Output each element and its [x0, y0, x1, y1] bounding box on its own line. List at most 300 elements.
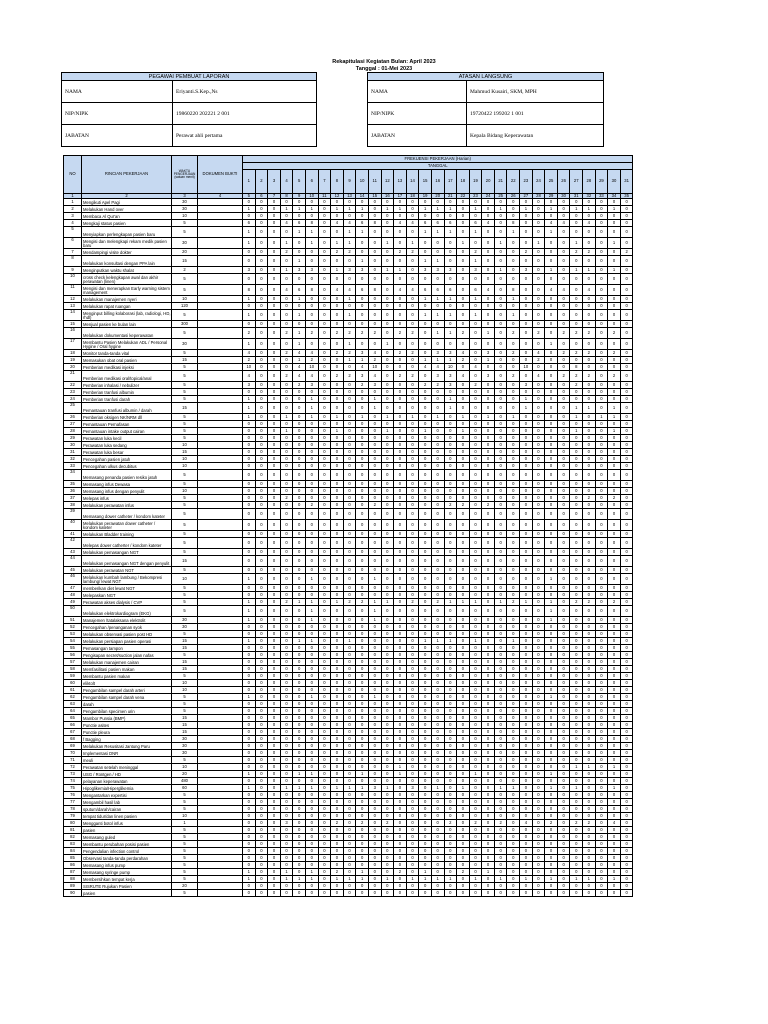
- row-frekuensi-cell: 0: [356, 757, 369, 764]
- row-frekuensi-cell: 0: [419, 567, 432, 574]
- row-no: 60: [64, 680, 82, 687]
- row-frekuensi-cell: 0: [469, 199, 482, 206]
- row-frekuensi-cell: 0: [545, 883, 558, 890]
- row-frekuensi-cell: 0: [343, 659, 356, 666]
- row-frekuensi-cell: 2: [280, 350, 293, 357]
- row-frekuensi-cell: 0: [583, 806, 596, 813]
- row-frekuensi-cell: 0: [507, 750, 520, 757]
- row-frekuensi-cell: 0: [343, 883, 356, 890]
- table-row: [64, 820, 633, 827]
- table-row: [64, 652, 633, 659]
- row-frekuensi-cell: 0: [608, 220, 621, 227]
- row-frekuensi-cell: 0: [431, 631, 444, 638]
- row-frekuensi-cell: 0: [431, 574, 444, 585]
- row-waktu: 5: [172, 285, 198, 296]
- row-frekuensi-cell: 0: [243, 470, 256, 481]
- table-row: [64, 617, 633, 624]
- row-frekuensi-cell: 0: [268, 666, 281, 673]
- row-frekuensi-cell: 0: [293, 520, 306, 531]
- row-frekuensi-cell: 1: [356, 869, 369, 876]
- row-frekuensi-cell: 0: [343, 666, 356, 673]
- row-frekuensi-cell: 0: [507, 357, 520, 364]
- row-frekuensi-cell: 0: [381, 435, 394, 442]
- row-frekuensi-cell: 0: [557, 638, 570, 645]
- row-frekuensi-cell: 0: [595, 249, 608, 256]
- row-frekuensi-cell: 0: [570, 855, 583, 862]
- row-frekuensi-cell: 0: [469, 389, 482, 396]
- row-frekuensi-cell: 1: [305, 396, 318, 403]
- row-frekuensi-cell: 0: [243, 321, 256, 328]
- row-frekuensi-cell: 0: [620, 813, 633, 820]
- row-frekuensi-cell: 0: [268, 813, 281, 820]
- row-frekuensi-cell: 0: [482, 638, 495, 645]
- row-frekuensi-cell: 0: [482, 715, 495, 722]
- row-dokumen: [198, 339, 243, 350]
- row-frekuensi-cell: 0: [494, 606, 507, 617]
- row-frekuensi-cell: 0: [608, 574, 621, 585]
- row-frekuensi-cell: 0: [305, 256, 318, 267]
- row-frekuensi-cell: 0: [343, 389, 356, 396]
- row-frekuensi-cell: 0: [507, 708, 520, 715]
- row-frekuensi-cell: 0: [280, 680, 293, 687]
- row-frekuensi-cell: 2: [583, 371, 596, 382]
- row-frekuensi-cell: 0: [431, 729, 444, 736]
- row-frekuensi-cell: 0: [356, 799, 369, 806]
- row-no: 38: [64, 502, 82, 509]
- row-frekuensi-cell: 0: [620, 841, 633, 848]
- table-row: [64, 855, 633, 862]
- row-frekuensi-cell: 0: [482, 813, 495, 820]
- row-waktu: 5: [172, 799, 198, 806]
- row-frekuensi-cell: 0: [557, 442, 570, 449]
- row-frekuensi-cell: 4: [331, 285, 344, 296]
- row-frekuensi-cell: 1: [608, 238, 621, 249]
- row-frekuensi-cell: 0: [381, 350, 394, 357]
- row-frekuensi-cell: 0: [381, 659, 394, 666]
- row-frekuensi-cell: 0: [305, 585, 318, 592]
- row-frekuensi-cell: 0: [280, 757, 293, 764]
- row-frekuensi-cell: 0: [507, 771, 520, 778]
- row-frekuensi-cell: 0: [343, 321, 356, 328]
- row-frekuensi-cell: 2: [419, 382, 432, 389]
- row-frekuensi-cell: 0: [280, 585, 293, 592]
- row-frekuensi-cell: 0: [305, 729, 318, 736]
- row-waktu: 30: [172, 206, 198, 213]
- row-frekuensi-cell: 1: [457, 238, 470, 249]
- row-frekuensi-cell: 0: [444, 813, 457, 820]
- row-rincian: Melakukan persiapan pasien operasi: [82, 638, 172, 645]
- row-frekuensi-cell: 1: [243, 296, 256, 303]
- row-frekuensi-cell: 0: [570, 463, 583, 470]
- row-frekuensi-cell: 2: [406, 249, 419, 256]
- row-frekuensi-cell: 0: [507, 435, 520, 442]
- row-frekuensi-cell: 1: [368, 403, 381, 414]
- row-frekuensi-cell: 0: [595, 456, 608, 463]
- row-frekuensi-cell: 0: [469, 701, 482, 708]
- row-frekuensi-cell: 1: [293, 876, 306, 883]
- row-frekuensi-cell: 1: [431, 638, 444, 645]
- row-frekuensi-cell: 0: [394, 862, 407, 869]
- row-frekuensi-cell: 1: [331, 414, 344, 421]
- row-waktu: 5: [172, 848, 198, 855]
- table-row: [64, 556, 633, 567]
- row-frekuensi-cell: 0: [343, 488, 356, 495]
- row-frekuensi-cell: 0: [331, 421, 344, 428]
- row-frekuensi-cell: 0: [469, 428, 482, 435]
- row-frekuensi-cell: 0: [343, 736, 356, 743]
- row-frekuensi-cell: 0: [620, 481, 633, 488]
- row-frekuensi-cell: 0: [520, 488, 533, 495]
- row-frekuensi-cell: 0: [457, 296, 470, 303]
- row-frekuensi-cell: 0: [507, 463, 520, 470]
- row-frekuensi-cell: 0: [557, 617, 570, 624]
- row-frekuensi-cell: 1: [305, 599, 318, 606]
- row-frekuensi-cell: 0: [406, 834, 419, 841]
- row-dokumen: [198, 509, 243, 520]
- row-frekuensi-cell: 0: [494, 617, 507, 624]
- row-frekuensi-cell: 0: [608, 310, 621, 321]
- row-frekuensi-cell: 0: [419, 509, 432, 520]
- row-frekuensi-cell: 0: [570, 456, 583, 463]
- row-waktu: 5: [172, 538, 198, 549]
- row-frekuensi-cell: 2: [545, 820, 558, 827]
- row-frekuensi-cell: 1: [419, 428, 432, 435]
- row-frekuensi-cell: 0: [469, 841, 482, 848]
- col-tanggal-header: TANGGAL: [243, 163, 633, 170]
- row-frekuensi-cell: 0: [331, 574, 344, 585]
- row-waktu: 5: [172, 694, 198, 701]
- row-frekuensi-cell: 0: [469, 396, 482, 403]
- row-frekuensi-cell: 1: [608, 414, 621, 421]
- row-frekuensi-cell: 0: [381, 310, 394, 321]
- row-frekuensi-cell: 0: [545, 449, 558, 456]
- row-waktu: 30: [172, 617, 198, 624]
- row-frekuensi-cell: 0: [293, 757, 306, 764]
- row-frekuensi-cell: 0: [368, 321, 381, 328]
- row-waktu: 5: [172, 701, 198, 708]
- row-frekuensi-cell: 0: [255, 435, 268, 442]
- row-frekuensi-cell: 0: [457, 757, 470, 764]
- row-frekuensi-cell: 0: [469, 624, 482, 631]
- row-frekuensi-cell: 0: [608, 488, 621, 495]
- row-rincian: Pemberian inhalasi / nebulizer: [82, 382, 172, 389]
- row-frekuensi-cell: 0: [268, 296, 281, 303]
- row-frekuensi-cell: 0: [368, 414, 381, 421]
- row-frekuensi-cell: 0: [305, 827, 318, 834]
- row-waktu: 20: [172, 249, 198, 256]
- day-header: 29: [595, 170, 608, 194]
- row-frekuensi-cell: 0: [469, 687, 482, 694]
- row-frekuensi-cell: 0: [557, 652, 570, 659]
- row-frekuensi-cell: 0: [494, 890, 507, 897]
- row-frekuensi-cell: 0: [343, 428, 356, 435]
- row-frekuensi-cell: 0: [520, 862, 533, 869]
- row-frekuensi-cell: 0: [293, 799, 306, 806]
- row-frekuensi-cell: 0: [608, 449, 621, 456]
- row-frekuensi-cell: 0: [482, 574, 495, 585]
- row-frekuensi-cell: 0: [381, 862, 394, 869]
- row-frekuensi-cell: 0: [545, 310, 558, 321]
- row-frekuensi-cell: 0: [419, 757, 432, 764]
- row-frekuensi-cell: 0: [318, 890, 331, 897]
- row-frekuensi-cell: 1: [469, 206, 482, 213]
- row-frekuensi-cell: 0: [444, 806, 457, 813]
- row-frekuensi-cell: 0: [545, 274, 558, 285]
- row-frekuensi-cell: 0: [280, 799, 293, 806]
- row-frekuensi-cell: 0: [494, 428, 507, 435]
- row-frekuensi-cell: 0: [419, 827, 432, 834]
- row-frekuensi-cell: 0: [343, 435, 356, 442]
- row-frekuensi-cell: 0: [255, 274, 268, 285]
- row-frekuensi-cell: 0: [520, 531, 533, 538]
- row-frekuensi-cell: 0: [507, 449, 520, 456]
- row-dokumen: [198, 364, 243, 371]
- row-frekuensi-cell: 0: [394, 396, 407, 403]
- atasan-jabatan-label: JABATAN: [368, 125, 467, 147]
- row-frekuensi-cell: 1: [293, 227, 306, 238]
- row-frekuensi-cell: 0: [318, 813, 331, 820]
- row-frekuensi-cell: 0: [583, 238, 596, 249]
- row-frekuensi-cell: 3: [431, 350, 444, 357]
- row-frekuensi-cell: 0: [381, 827, 394, 834]
- row-no: 19: [64, 357, 82, 364]
- row-rincian: Pengisapan secret/suction jalan nafas: [82, 652, 172, 659]
- row-frekuensi-cell: 0: [406, 310, 419, 321]
- row-frekuensi-cell: 0: [494, 743, 507, 750]
- row-frekuensi-cell: 0: [243, 585, 256, 592]
- row-frekuensi-cell: 0: [494, 792, 507, 799]
- table-row: [64, 206, 633, 213]
- row-waktu: 5: [172, 428, 198, 435]
- row-frekuensi-cell: 0: [243, 708, 256, 715]
- row-frekuensi-cell: 0: [243, 757, 256, 764]
- row-frekuensi-cell: 0: [343, 274, 356, 285]
- row-no: 28: [64, 428, 82, 435]
- table-row: [64, 624, 633, 631]
- pegawai-jabatan: Perawat ahli pertama: [173, 125, 317, 147]
- row-frekuensi-cell: 0: [494, 729, 507, 736]
- row-frekuensi-cell: 0: [583, 799, 596, 806]
- row-frekuensi-cell: 0: [520, 848, 533, 855]
- row-frekuensi-cell: 0: [305, 778, 318, 785]
- row-no: 85: [64, 855, 82, 862]
- row-waktu: 5: [172, 876, 198, 883]
- row-frekuensi-cell: 0: [583, 841, 596, 848]
- row-rincian: darah: [82, 701, 172, 708]
- row-frekuensi-cell: 1: [545, 694, 558, 701]
- row-frekuensi-cell: 0: [532, 694, 545, 701]
- row-frekuensi-cell: 1: [520, 206, 533, 213]
- row-frekuensi-cell: 0: [595, 435, 608, 442]
- row-frekuensi-cell: 0: [595, 841, 608, 848]
- row-frekuensi-cell: 0: [431, 321, 444, 328]
- row-frekuensi-cell: 1: [331, 428, 344, 435]
- row-frekuensi-cell: 0: [557, 403, 570, 414]
- row-frekuensi-cell: 0: [255, 403, 268, 414]
- row-frekuensi-cell: 2: [331, 350, 344, 357]
- row-frekuensi-cell: 0: [469, 883, 482, 890]
- row-frekuensi-cell: 1: [608, 267, 621, 274]
- row-frekuensi-cell: 4: [532, 350, 545, 357]
- row-frekuensi-cell: 0: [305, 274, 318, 285]
- row-frekuensi-cell: 0: [406, 403, 419, 414]
- row-frekuensi-cell: 0: [570, 574, 583, 585]
- row-frekuensi-cell: 0: [305, 421, 318, 428]
- row-frekuensi-cell: 0: [457, 631, 470, 638]
- row-frekuensi-cell: 0: [494, 321, 507, 328]
- row-frekuensi-cell: 0: [331, 680, 344, 687]
- row-frekuensi-cell: 0: [532, 806, 545, 813]
- row-dokumen: [198, 890, 243, 897]
- row-frekuensi-cell: 0: [595, 631, 608, 638]
- row-frekuensi-cell: 0: [608, 396, 621, 403]
- row-frekuensi-cell: 0: [268, 481, 281, 488]
- row-frekuensi-cell: 0: [532, 502, 545, 509]
- row-frekuensi-cell: 0: [331, 638, 344, 645]
- row-frekuensi-cell: 0: [507, 213, 520, 220]
- row-frekuensi-cell: 0: [255, 488, 268, 495]
- row-frekuensi-cell: 1: [331, 599, 344, 606]
- row-frekuensi-cell: 4: [608, 820, 621, 827]
- row-frekuensi-cell: 0: [268, 757, 281, 764]
- row-frekuensi-cell: 0: [343, 531, 356, 538]
- row-frekuensi-cell: 0: [419, 585, 432, 592]
- row-frekuensi-cell: 0: [457, 470, 470, 481]
- row-frekuensi-cell: 0: [268, 303, 281, 310]
- table-row: [64, 256, 633, 267]
- row-frekuensi-cell: 0: [431, 592, 444, 599]
- row-frekuensi-cell: 0: [570, 556, 583, 567]
- row-frekuensi-cell: 0: [431, 456, 444, 463]
- row-frekuensi-cell: 0: [356, 502, 369, 509]
- row-frekuensi-cell: 1: [444, 403, 457, 414]
- row-frekuensi-cell: 0: [343, 652, 356, 659]
- row-frekuensi-cell: 0: [482, 303, 495, 310]
- row-frekuensi-cell: 0: [545, 421, 558, 428]
- row-frekuensi-cell: 0: [570, 813, 583, 820]
- row-frekuensi-cell: 0: [293, 488, 306, 495]
- row-frekuensi-cell: 0: [406, 652, 419, 659]
- row-frekuensi-cell: 0: [318, 449, 331, 456]
- row-frekuensi-cell: 0: [406, 617, 419, 624]
- row-frekuensi-cell: 0: [494, 848, 507, 855]
- row-frekuensi-cell: 0: [280, 531, 293, 538]
- row-rincian: Memfasilitasi pasien makan: [82, 666, 172, 673]
- row-frekuensi-cell: 0: [406, 549, 419, 556]
- row-frekuensi-cell: 3: [469, 267, 482, 274]
- row-frekuensi-cell: 0: [255, 495, 268, 502]
- row-frekuensi-cell: 0: [394, 274, 407, 285]
- row-dokumen: [198, 729, 243, 736]
- row-frekuensi-cell: 0: [280, 592, 293, 599]
- row-frekuensi-cell: 0: [444, 890, 457, 897]
- row-frekuensi-cell: 0: [419, 574, 432, 585]
- row-frekuensi-cell: 0: [394, 841, 407, 848]
- row-frekuensi-cell: 0: [507, 567, 520, 574]
- row-frekuensi-cell: 2: [444, 502, 457, 509]
- row-frekuensi-cell: 2: [381, 820, 394, 827]
- row-frekuensi-cell: 0: [557, 673, 570, 680]
- row-frekuensi-cell: 0: [494, 389, 507, 396]
- row-frekuensi-cell: 0: [583, 303, 596, 310]
- row-frekuensi-cell: 0: [419, 680, 432, 687]
- row-frekuensi-cell: 0: [494, 652, 507, 659]
- row-frekuensi-cell: 0: [419, 722, 432, 729]
- row-rincian: USG / Rontgen / HD: [82, 771, 172, 778]
- row-frekuensi-cell: 0: [394, 659, 407, 666]
- row-frekuensi-cell: 0: [532, 463, 545, 470]
- row-frekuensi-cell: 0: [394, 722, 407, 729]
- row-frekuensi-cell: 0: [406, 606, 419, 617]
- row-frekuensi-cell: 0: [469, 666, 482, 673]
- row-frekuensi-cell: 0: [583, 310, 596, 321]
- row-frekuensi-cell: 0: [545, 435, 558, 442]
- row-rincian: Perawatan luka kecil: [82, 435, 172, 442]
- row-frekuensi-cell: 0: [570, 890, 583, 897]
- row-frekuensi-cell: 4: [406, 220, 419, 227]
- row-frekuensi-cell: 0: [583, 834, 596, 841]
- row-frekuensi-cell: 0: [557, 813, 570, 820]
- row-frekuensi-cell: 0: [394, 750, 407, 757]
- row-rincian: Menginputkan waktu shalat: [82, 267, 172, 274]
- row-frekuensi-cell: 1: [394, 764, 407, 771]
- row-frekuensi-cell: 0: [557, 645, 570, 652]
- row-frekuensi-cell: 2: [507, 350, 520, 357]
- table-row: [64, 449, 633, 456]
- row-frekuensi-cell: 0: [469, 592, 482, 599]
- row-frekuensi-cell: 0: [305, 743, 318, 750]
- row-rincian: Melepaskan NGT: [82, 592, 172, 599]
- row-frekuensi-cell: 0: [243, 701, 256, 708]
- row-frekuensi-cell: 0: [469, 806, 482, 813]
- row-no: 43: [64, 549, 82, 556]
- row-frekuensi-cell: 1: [608, 428, 621, 435]
- row-frekuensi-cell: 1: [431, 328, 444, 339]
- row-frekuensi-cell: 0: [595, 792, 608, 799]
- row-frekuensi-cell: 0: [381, 531, 394, 538]
- row-rincian: Melepas dower catherter / kondom kateter: [82, 538, 172, 549]
- row-frekuensi-cell: 0: [507, 680, 520, 687]
- row-frekuensi-cell: 3: [444, 350, 457, 357]
- table-row: [64, 841, 633, 848]
- row-frekuensi-cell: 0: [469, 350, 482, 357]
- row-rincian: Melakukan konsultasi dengan PPA lain: [82, 256, 172, 267]
- row-frekuensi-cell: 0: [293, 502, 306, 509]
- row-frekuensi-cell: 0: [331, 631, 344, 638]
- row-frekuensi-cell: 3: [305, 267, 318, 274]
- row-frekuensi-cell: 0: [507, 238, 520, 249]
- row-frekuensi-cell: 0: [293, 834, 306, 841]
- row-frekuensi-cell: 0: [444, 708, 457, 715]
- row-frekuensi-cell: 8: [305, 285, 318, 296]
- pegawai-nama-label: NAMA: [62, 81, 173, 103]
- row-frekuensi-cell: 0: [331, 743, 344, 750]
- row-frekuensi-cell: 0: [293, 631, 306, 638]
- row-frekuensi-cell: 1: [280, 876, 293, 883]
- row-frekuensi-cell: 0: [356, 481, 369, 488]
- row-frekuensi-cell: 0: [356, 321, 369, 328]
- row-frekuensi-cell: 0: [255, 371, 268, 382]
- row-frekuensi-cell: 0: [268, 687, 281, 694]
- row-frekuensi-cell: 0: [280, 357, 293, 364]
- row-frekuensi-cell: 0: [356, 652, 369, 659]
- day-header: 17: [444, 170, 457, 194]
- row-frekuensi-cell: 0: [356, 729, 369, 736]
- row-frekuensi-cell: 0: [494, 715, 507, 722]
- row-frekuensi-cell: 4: [457, 350, 470, 357]
- row-frekuensi-cell: 0: [583, 339, 596, 350]
- row-frekuensi-cell: 0: [268, 792, 281, 799]
